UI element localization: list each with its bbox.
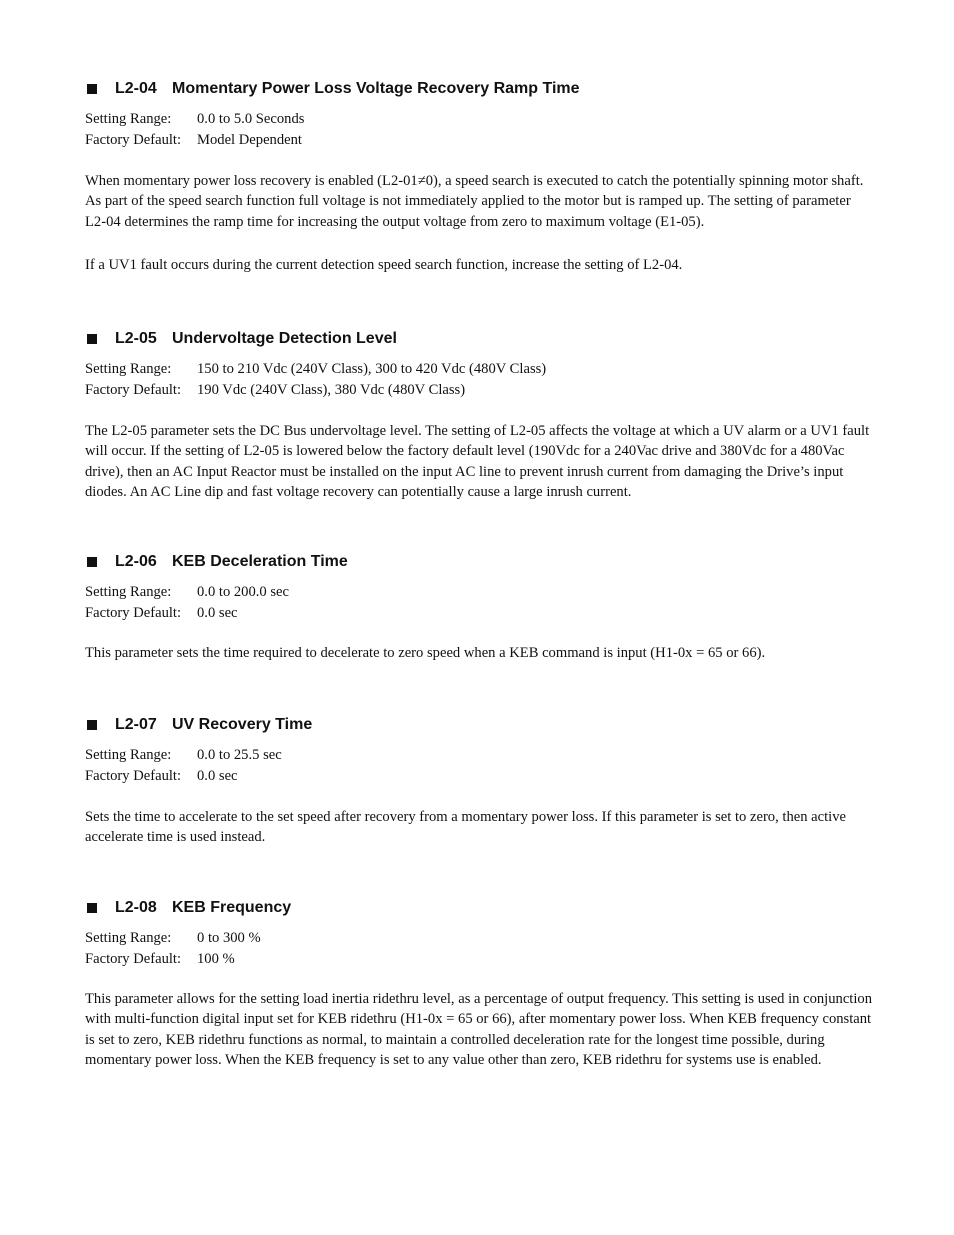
settings-block xyxy=(85,359,875,400)
setting-range-value: 0 to 300 % xyxy=(197,930,261,946)
factory-default-value: 0.0 sec xyxy=(197,604,238,621)
section-heading xyxy=(85,552,875,572)
setting-range-value: 0.0 to 5.0 Seconds xyxy=(197,111,305,127)
section-l2-05 xyxy=(85,329,875,503)
factory-default-label: Factory Default: xyxy=(85,131,182,148)
settings-block xyxy=(85,582,875,623)
square-bullet-icon xyxy=(87,84,97,94)
parameter-title: Momentary Power Loss Voltage Recovery Ramp Time xyxy=(172,80,580,97)
setting-range-label: Setting Range: xyxy=(85,361,172,377)
factory-default-label: Factory Default: xyxy=(85,767,182,784)
parameter-title: KEB Deceleration Time xyxy=(172,553,348,570)
square-bullet-icon xyxy=(87,334,97,344)
paragraph: When momentary power loss recovery is enabled (L2-01≠0), a speed search is executed to catch the potentially spinning motor shaft. As part of the speed search function full voltage is not immediately applied to the motor but is ramped up. The setting of parameter L2-04 determines the ramp time for increasing the output voltage from zero to maximum voltage (E1-05). xyxy=(85,173,864,230)
factory-default-label: Factory Default: xyxy=(85,604,182,621)
parameter-code: L2-07 xyxy=(115,716,157,733)
square-bullet-icon xyxy=(87,903,97,913)
parameter-title: Undervoltage Detection Level xyxy=(172,330,397,347)
setting-range-label: Setting Range: xyxy=(85,584,172,600)
settings-block xyxy=(85,745,875,786)
factory-default-value: 190 Vdc (240V Class), 380 Vdc (480V Class) xyxy=(197,381,466,398)
paragraph: Sets the time to accelerate to the set speed after recovery from a momentary power loss. If this parameter is set to zero, then active accelerate time is used instead. xyxy=(85,809,847,846)
paragraph: This parameter allows for the setting load inertia ridethru level, as a percentage of output frequency. This setting is used in conjunction with multi-function digital input set for KEB ridethru (H1-0x = 65 or 66), after momentary power loss. When KEB frequency constant is set to zero, KEB ridethru functions as normal, to maintain a controlled deceleration rate for the longest time possible, during momentary power loss. When the KEB frequency is set to any value other than zero, KEB ridethru for systems use is enabled. xyxy=(85,991,873,1069)
factory-default-value: 0.0 sec xyxy=(197,767,238,784)
settings-block xyxy=(85,109,875,150)
setting-range-label: Setting Range: xyxy=(85,747,172,763)
factory-default-value: 100 % xyxy=(197,950,235,967)
section-l2-04 xyxy=(85,79,875,276)
setting-range-label: Setting Range: xyxy=(85,930,172,946)
square-bullet-icon xyxy=(87,557,97,567)
setting-range-value: 0.0 to 25.5 sec xyxy=(197,747,282,763)
square-bullet-icon xyxy=(87,720,97,730)
section-heading xyxy=(85,715,875,735)
section-l2-07 xyxy=(85,715,875,848)
parameter-title: UV Recovery Time xyxy=(172,716,313,733)
parameter-code: L2-08 xyxy=(115,899,157,916)
paragraph: This parameter sets the time required to decelerate to zero speed when a KEB command is input (H1-0x = 65 or 66). xyxy=(85,645,766,661)
setting-range-value: 150 to 210 Vdc (240V Class), 300 to 420 Vdc (480V Class) xyxy=(197,361,547,377)
paragraph: If a UV1 fault occurs during the current detection speed search function, increase the setting of L2-04. xyxy=(85,257,683,274)
section-heading xyxy=(85,79,875,99)
parameter-code: L2-04 xyxy=(115,80,157,97)
parameter-title: KEB Frequency xyxy=(172,899,292,916)
setting-range-value: 0.0 to 200.0 sec xyxy=(197,584,290,600)
factory-default-label: Factory Default: xyxy=(85,381,182,398)
parameter-code: L2-06 xyxy=(115,553,157,570)
paragraph: The L2-05 parameter sets the DC Bus undervoltage level. The setting of L2-05 affects the voltage at which a UV alarm or a UV1 fault will occur. If the setting of L2-05 is lowered below the factory default level (190Vdc for a 240Vac drive and 380Vdc for a 480Vac drive), then an AC Input Reactor must be installed on the input AC line to prevent inrush current from damaging the Drive’s input diodes. An AC Line dip and fast voltage recovery can potentially cause a large inrush current. xyxy=(85,423,870,501)
factory-default-label: Factory Default: xyxy=(85,950,182,967)
parameter-code: L2-05 xyxy=(115,330,157,347)
section-l2-08 xyxy=(85,898,875,1071)
section-l2-06 xyxy=(85,552,875,663)
settings-block xyxy=(85,928,875,969)
section-heading xyxy=(85,898,875,918)
setting-range-label: Setting Range: xyxy=(85,111,172,127)
section-heading xyxy=(85,329,875,349)
factory-default-value: Model Dependent xyxy=(197,131,302,148)
